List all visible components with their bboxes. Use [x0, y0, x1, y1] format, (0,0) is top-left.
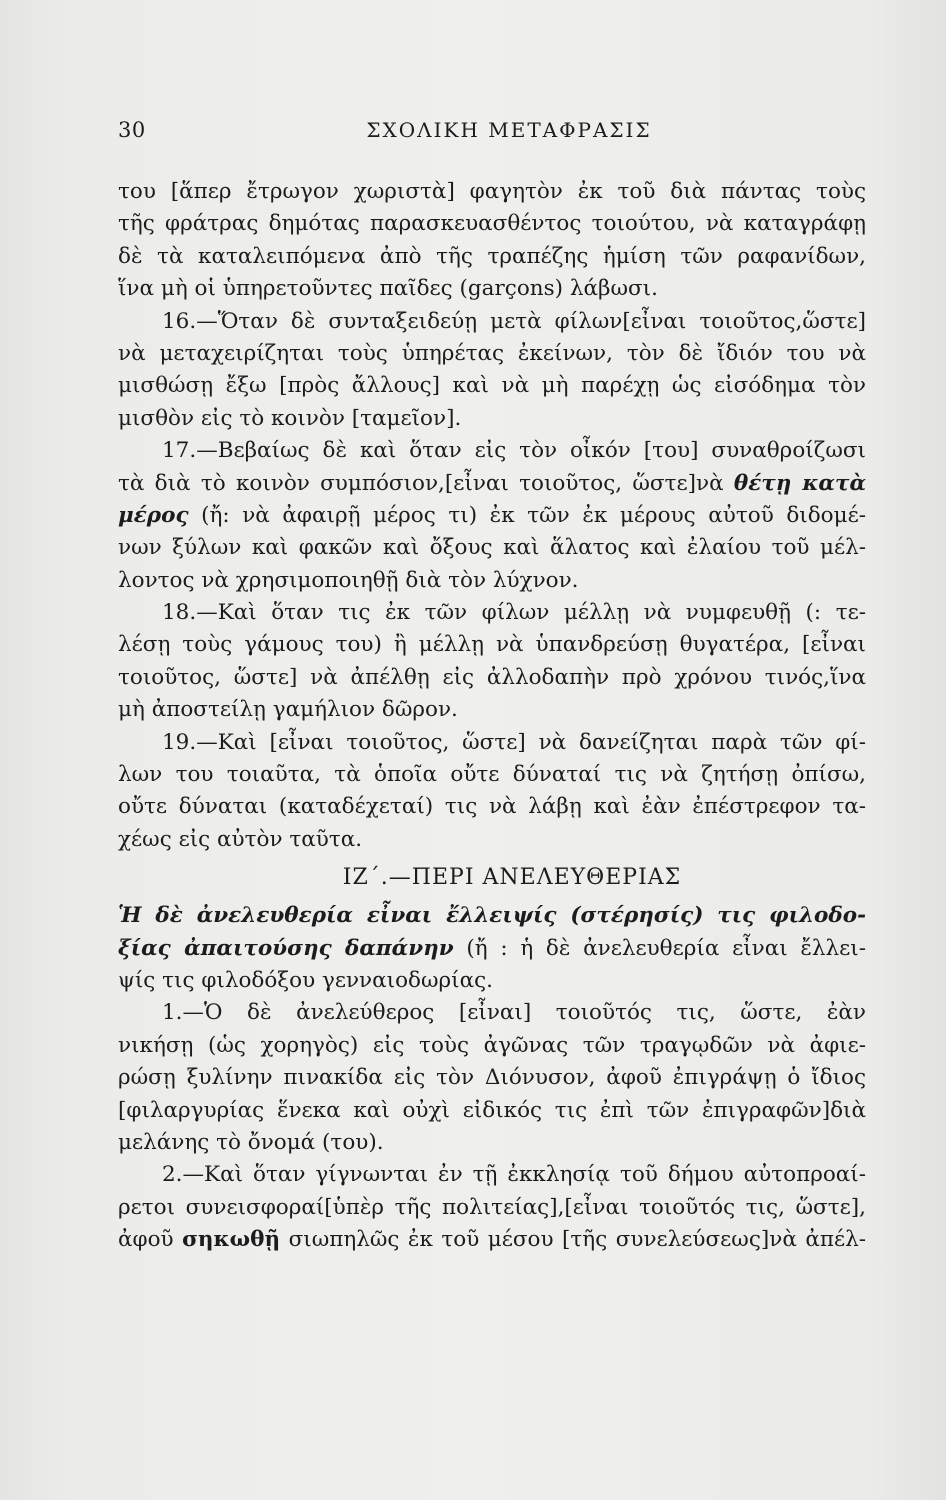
section-heading: ΙΖ΄.—ΠΕΡΙ ΑΝΕΛΕΥΘΕΡΙΑΣ [342, 865, 682, 891]
text-line: 16.—Ὅταν δὲ συνταξειδεύῃ μετὰ φίλων[εἶναι τοιοῦτος,ὥστε] [162, 308, 866, 334]
text-line: τοιοῦτος, ὥστε] νὰ ἀπέλθῃ εἰς ἀλλοδαπὴν πρὸ χρόνου τινός,ἵνα [118, 664, 866, 690]
text-line: μισθώσῃ ἔξω [πρὸς ἄλλους] καὶ νὰ μὴ παρέχῃ ὡς εἰσόδημα τὸν [118, 373, 866, 399]
text-line: 2.—Καὶ ὅταν γίγνωνται ἐν τῇ ἐκκλησίᾳ τοῦ δήμου αὐτοπροαί- [162, 1162, 866, 1188]
text-line: [φιλαργυρίας ἕνεκα καὶ οὐχὶ εἰδικός τις ἐπὶ τῶν ἐπιγραφῶν]διὰ [118, 1097, 866, 1123]
page-number: 30 [118, 118, 146, 142]
text-segment: ἀφοῦ [118, 1227, 174, 1253]
emphasis-segment: σηκωθῇ [182, 1227, 281, 1253]
text-line-mixed [118, 468, 866, 500]
text-line: ἵνα μὴ οἱ ὑπηρετοῦντες παῖδες (garçons) λάβωσι. [118, 276, 658, 302]
text-line: μισθὸν εἰς τὸ κοινὸν [ταμεῖον]. [118, 405, 462, 431]
text-line: λων του τοιαῦτα, τὰ ὁποῖα οὔτε δύναταί τις νὰ ζητήσῃ ὀπίσω, [118, 762, 866, 788]
text-line: λέσῃ τοὺς γάμους του) ἢ μέλλῃ νὰ ὑπανδρεύσῃ θυγατέρα, [εἶναι [118, 632, 866, 658]
text-line: ρετοι συνεισφοραί[ὑπὲρ τῆς πολιτείας],[εἶναι τοιοῦτός τις, ὥστε], [118, 1194, 866, 1220]
text-line: ρώσῃ ξυλίνην πινακίδα εἰς τὸν Διόνυσον, ἀφοῦ ἐπιγράψῃ ὁ ἴδιος [118, 1065, 866, 1091]
text-line-mixed [118, 500, 866, 532]
text-line: λοντος νὰ χρησιμοποιηθῇ διὰ τὸν λύχνον. [118, 567, 579, 593]
text-line: ψίς τις φιλοδόξου γενναιοδωρίας. [118, 967, 493, 993]
text-line: χέως εἰς αὐτὸν ταῦτα. [118, 826, 363, 852]
text-line: μελάνης τὸ ὄνομά (του). [118, 1129, 384, 1155]
text-line: οὔτε δύναται (καταδέχεταί) τις νὰ λάβῃ καὶ ἐὰν ἐπέστρεφον τα- [118, 794, 866, 820]
text-line: δὲ τὰ καταλειπόμενα ἀπὸ τῆς τραπέζης ἡμίση τῶν ραφανίδων, [118, 243, 866, 269]
section-intro-line: Ἡ δὲ ἀνελευθερία εἶναι ἔλλειψίς (στέρησίς) τις φιλοδο- [118, 903, 866, 929]
text-line: νὰ μεταχειρίζηται τοὺς ὑπηρέτας ἐκείνων, τὸν δὲ ἴδιόν του νὰ [118, 340, 866, 366]
text-line: 17.—Βεβαίως δὲ καὶ ὅταν εἰς τὸν οἶκόν [του] συναθροίζωσι [162, 438, 866, 464]
text-segment: τὰ διὰ τὸ κοινὸν συμπόσιον,[εἶναι τοιοῦτος, ὥστε]νὰ [118, 470, 724, 496]
text-segment: (ἤ: νὰ ἀφαιρῇ μέρος τι) ἐκ τῶν ἐκ μέρους αὐτοῦ διδομέ- [201, 502, 866, 528]
text-line: νικήσῃ (ὡς χορηγὸς) εἰς τοὺς ἀγῶνας τῶν τραγῳδῶν νὰ ἀφιε- [118, 1032, 866, 1058]
text-segment: σιωπηλῶς ἐκ τοῦ μέσου [τῆς συνελεύσεως]νὰ ἀπέλ- [288, 1227, 867, 1253]
text-line: 1.—Ὁ δὲ ἀνελεύθερος [εἶναι] τοιοῦτός τις, ὥστε, ἐὰν [162, 1000, 866, 1026]
text-line-mixed [118, 933, 866, 965]
emphasis-segment: θέτῃ κατὰ [733, 470, 866, 496]
text-segment: (ἤ : ἡ δὲ ἀνελευθερία εἶναι ἔλλει- [466, 935, 866, 961]
running-title: ΣΧΟΛΙΚΗ ΜΕΤΑΦΡΑΣΙΣ [366, 118, 652, 142]
text-line: 18.—Καὶ ὅταν τις ἐκ τῶν φίλων μέλλῃ νὰ νυμφευθῇ (: τε- [162, 600, 866, 626]
text-line-mixed [118, 1224, 866, 1256]
page-header [118, 118, 860, 154]
emphasis-segment: μέρος [118, 502, 189, 528]
text-line: νων ξύλων καὶ φακῶν καὶ ὄξους καὶ ἅλατος καὶ ἐλαίου τοῦ μέλ- [118, 535, 866, 561]
text-line: τῆς φράτρας δημότας παρασκευασθέντος τοιούτου, νὰ καταγράφῃ [118, 211, 866, 237]
text-line: του [ἅπερ ἔτρωγον χωριστὰ] φαγητὸν ἐκ τοῦ διὰ πάντας τοὺς [118, 179, 866, 204]
text-line: 19.—Καὶ [εἶναι τοιοῦτος, ὥστε] νὰ δανείζηται παρὰ τῶν φί- [162, 729, 866, 755]
emphasis-segment: ξίας ἀπαιτούσης δαπάνην [118, 935, 454, 961]
text-line: μὴ ἀποστείλῃ γαμήλιον δῶρον. [118, 697, 458, 723]
body-text [118, 176, 866, 1257]
